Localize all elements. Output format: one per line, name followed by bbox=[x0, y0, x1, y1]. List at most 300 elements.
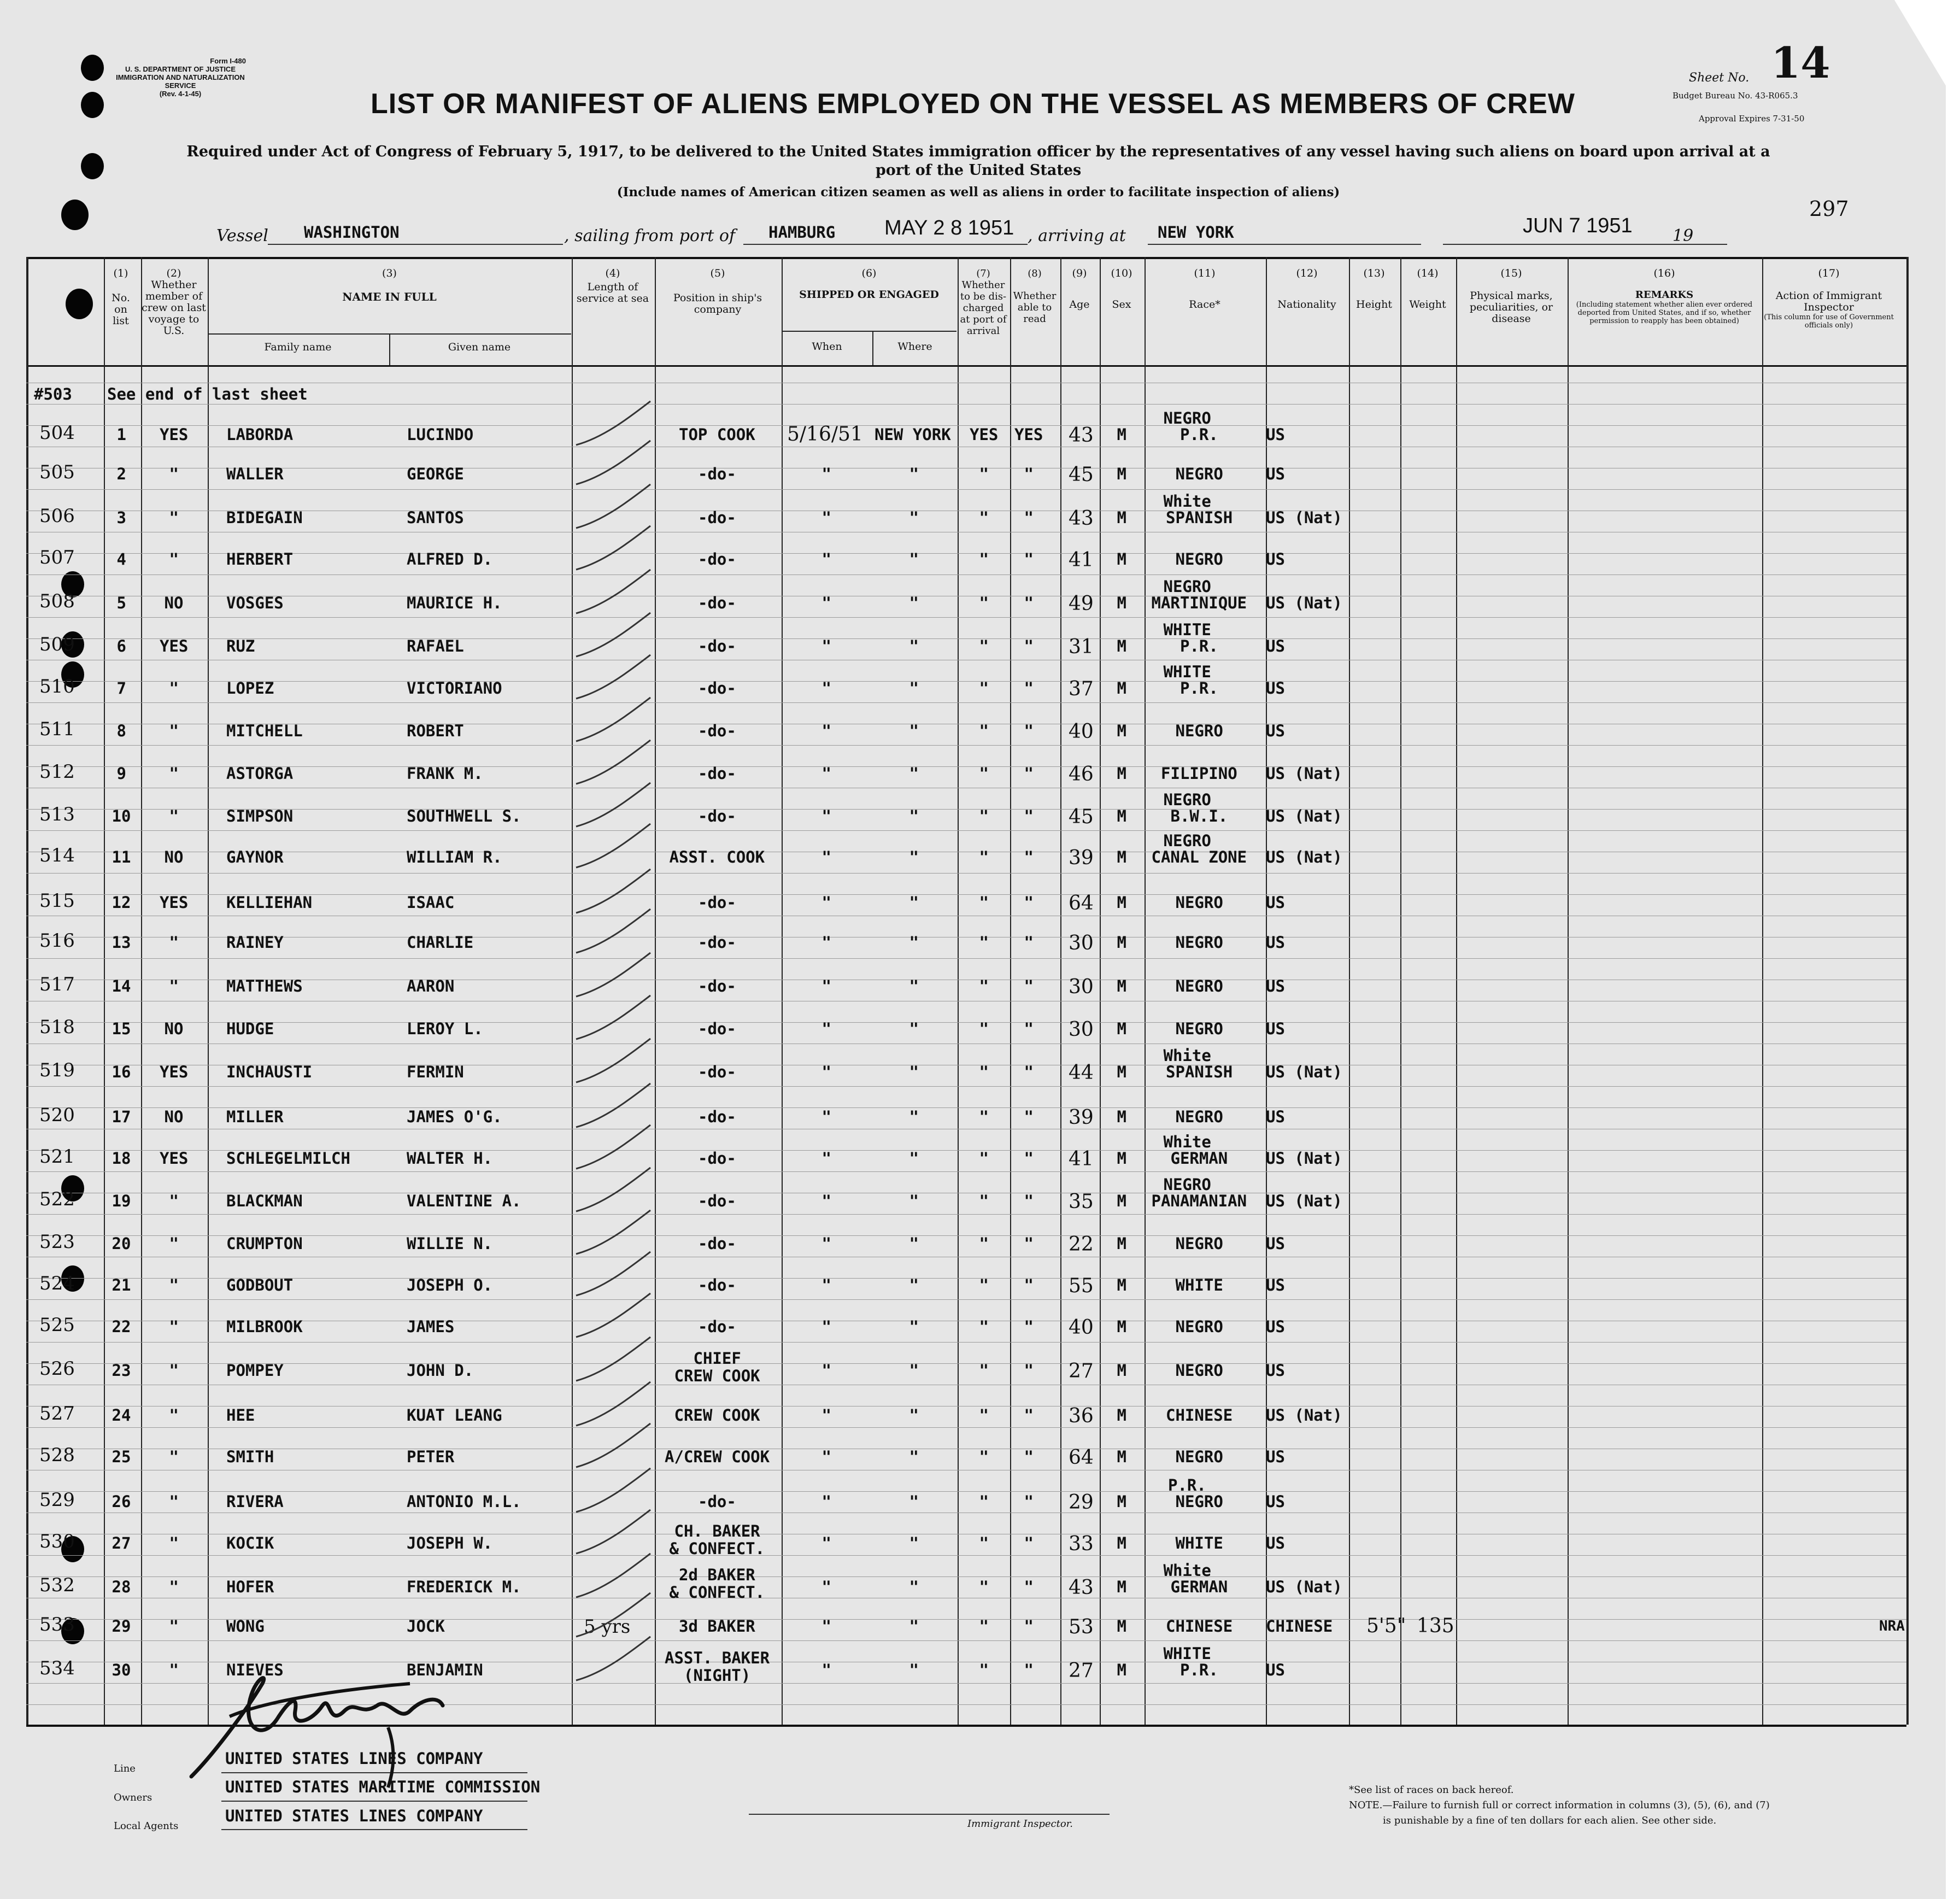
col-6-header: (6) SHIPPED OR ENGAGED bbox=[799, 267, 939, 301]
prior-voyage: " bbox=[169, 1317, 179, 1336]
page-title: LIST OR MANIFEST OF ALIENS EMPLOYED ON THE VESSEL AS MEMBERS OF CREW bbox=[371, 88, 1575, 120]
family-name: ASTORGA bbox=[226, 764, 294, 783]
position: -do- bbox=[698, 594, 736, 612]
prior-voyage: NO bbox=[164, 848, 184, 866]
col-11-header: (11) Race* bbox=[1189, 267, 1220, 310]
discharge-at-arrival: " bbox=[979, 1661, 989, 1679]
position: -do- bbox=[698, 508, 736, 527]
weight: 135 bbox=[1417, 1615, 1454, 1637]
age: 40 bbox=[1069, 1316, 1094, 1339]
family-name: HUDGE bbox=[226, 1019, 274, 1038]
prior-voyage: " bbox=[169, 1361, 179, 1380]
age: 39 bbox=[1069, 1106, 1094, 1129]
arrival-date-stamp: JUN 7 1951 bbox=[1523, 214, 1633, 237]
race: SPANISH bbox=[1166, 1063, 1233, 1081]
shipped-where: " bbox=[909, 1192, 919, 1210]
family-name: WALLER bbox=[226, 465, 284, 483]
position: CREW COOK bbox=[674, 1367, 760, 1385]
shipped-where: " bbox=[909, 807, 919, 825]
able-to-read: " bbox=[1024, 977, 1034, 995]
family-name: RIVERA bbox=[226, 1492, 284, 1511]
family-name: MITCHELL bbox=[226, 722, 303, 740]
age: 46 bbox=[1069, 763, 1094, 786]
race: NEGRO bbox=[1163, 1175, 1211, 1194]
race: WHITE bbox=[1175, 1276, 1223, 1294]
margin-list-number: 520 bbox=[39, 1104, 75, 1126]
list-number: 12 bbox=[112, 893, 131, 912]
pencil-tick bbox=[576, 1168, 650, 1211]
discharge-at-arrival: " bbox=[979, 1492, 989, 1511]
sex: M bbox=[1117, 1578, 1126, 1596]
position: ASST. COOK bbox=[669, 848, 765, 866]
vessel-label: Vessel bbox=[216, 226, 268, 245]
able-to-read: " bbox=[1024, 1234, 1034, 1253]
list-number: 24 bbox=[112, 1406, 131, 1425]
approval-expiry: Approval Expires 7-31-50 bbox=[1699, 114, 1805, 124]
discharge-at-arrival: " bbox=[979, 465, 989, 483]
sex: M bbox=[1117, 1406, 1126, 1425]
shipped-when: " bbox=[821, 1661, 831, 1679]
age: 43 bbox=[1069, 1576, 1094, 1599]
nationality: US bbox=[1266, 722, 1285, 740]
sex: M bbox=[1117, 1317, 1126, 1336]
race: NEGRO bbox=[1175, 1447, 1223, 1466]
shipped-where: " bbox=[909, 1661, 919, 1679]
col-10-header: (10) Sex bbox=[1111, 267, 1132, 310]
inspector-action: NRA bbox=[1879, 1618, 1905, 1634]
race: NEGRO bbox=[1175, 1492, 1223, 1511]
sex: M bbox=[1117, 1661, 1126, 1679]
nationality: US bbox=[1266, 1276, 1285, 1294]
discharge-at-arrival: " bbox=[979, 1019, 989, 1038]
age: 40 bbox=[1069, 720, 1094, 743]
shipped-when: " bbox=[821, 1234, 831, 1253]
prior-voyage: " bbox=[169, 1578, 179, 1596]
given-name: JAMES O'G. bbox=[407, 1107, 502, 1126]
list-number: 3 bbox=[116, 508, 126, 527]
race: NEGRO bbox=[1175, 1317, 1223, 1336]
race: White bbox=[1163, 492, 1211, 511]
shipped-where: NEW YORK bbox=[875, 425, 951, 444]
prior-voyage: " bbox=[169, 722, 179, 740]
position: CHIEF bbox=[693, 1349, 741, 1368]
margin-list-number: 524 bbox=[39, 1273, 75, 1294]
inspector-label: Immigrant Inspector. bbox=[967, 1818, 1073, 1830]
nationality: US bbox=[1266, 977, 1285, 995]
nationality: US (Nat) bbox=[1266, 1149, 1342, 1168]
able-to-read: " bbox=[1024, 1149, 1034, 1168]
shipped-where: " bbox=[909, 1317, 919, 1336]
margin-list-number: 516 bbox=[39, 930, 75, 952]
nationality: US (Nat) bbox=[1266, 1578, 1342, 1596]
discharge-at-arrival: " bbox=[979, 1406, 989, 1425]
race: P.R. bbox=[1180, 637, 1218, 655]
prior-voyage: " bbox=[169, 807, 179, 825]
service-name: IMMIGRATION AND NATURALIZATION SERVICE bbox=[116, 73, 245, 90]
race: White bbox=[1163, 1561, 1211, 1580]
pencil-tick bbox=[576, 783, 650, 827]
shipped-when: " bbox=[821, 1317, 831, 1336]
position: -do- bbox=[698, 933, 736, 952]
discharge-at-arrival: " bbox=[979, 550, 989, 568]
margin-list-number: 513 bbox=[39, 804, 75, 825]
shipped-when: " bbox=[821, 1578, 831, 1596]
discharge-at-arrival: " bbox=[979, 679, 989, 698]
agents-company: UNITED STATES LINES COMPANY bbox=[225, 1807, 483, 1825]
margin-list-number: 522 bbox=[39, 1188, 75, 1210]
position: TOP COOK bbox=[679, 425, 755, 444]
shipped-where: " bbox=[909, 1578, 919, 1596]
sex: M bbox=[1117, 1019, 1126, 1038]
discharge-at-arrival: " bbox=[979, 1149, 989, 1168]
pencil-tick bbox=[576, 824, 650, 868]
shipped-where: " bbox=[909, 637, 919, 655]
list-number: 11 bbox=[112, 848, 131, 866]
nationality: US (Nat) bbox=[1266, 1192, 1342, 1210]
family-name: KELLIEHAN bbox=[226, 893, 313, 912]
shipped-when: 5/16/51 bbox=[787, 423, 863, 446]
shipped-when: " bbox=[821, 977, 831, 995]
inspector-underline bbox=[749, 1814, 1110, 1815]
given-name-header: Given name bbox=[448, 341, 511, 353]
list-number: 6 bbox=[116, 637, 126, 655]
race: GERMAN bbox=[1170, 1578, 1228, 1596]
given-name: FREDERICK M. bbox=[407, 1578, 521, 1596]
prior-voyage: " bbox=[169, 764, 179, 783]
given-name: ANTONIO M.L. bbox=[407, 1492, 521, 1511]
prior-voyage: " bbox=[169, 550, 179, 568]
given-name: JOSEPH W. bbox=[407, 1534, 493, 1552]
shipped-when: " bbox=[821, 1406, 831, 1425]
sex: M bbox=[1117, 465, 1126, 483]
prior-voyage: YES bbox=[160, 1149, 189, 1168]
able-to-read: " bbox=[1024, 1063, 1034, 1081]
shipped-when: " bbox=[821, 1492, 831, 1511]
sex: M bbox=[1117, 1361, 1126, 1380]
age: 53 bbox=[1069, 1616, 1094, 1638]
nationality: US bbox=[1266, 1661, 1285, 1679]
list-number: 4 bbox=[116, 550, 126, 568]
margin-list-number: 523 bbox=[39, 1231, 75, 1253]
shipped-where: " bbox=[909, 848, 919, 866]
prior-voyage: " bbox=[169, 1406, 179, 1425]
nationality: US bbox=[1266, 1447, 1285, 1466]
shipped-where: " bbox=[909, 1492, 919, 1511]
col-14-header: (14) Weight bbox=[1409, 267, 1446, 310]
shipped-when: " bbox=[821, 722, 831, 740]
discharge-at-arrival: " bbox=[979, 933, 989, 952]
margin-list-number: 517 bbox=[39, 974, 75, 995]
given-name: WILLIAM R. bbox=[407, 848, 502, 866]
pencil-tick bbox=[576, 1252, 650, 1296]
family-name: BIDEGAIN bbox=[226, 508, 303, 527]
line-label: Line bbox=[114, 1763, 136, 1774]
see-end-margin: #503 bbox=[34, 385, 72, 403]
pencil-tick bbox=[576, 1337, 650, 1381]
vessel-name: WASHINGTON bbox=[304, 223, 400, 242]
shipped-where: " bbox=[909, 679, 919, 698]
position: -do- bbox=[698, 1063, 736, 1081]
margin-list-number: 525 bbox=[39, 1314, 75, 1336]
position: -do- bbox=[698, 1234, 736, 1253]
age: 64 bbox=[1069, 892, 1094, 915]
nationality: US bbox=[1266, 1234, 1285, 1253]
family-name: WONG bbox=[226, 1617, 265, 1636]
sex: M bbox=[1117, 1149, 1126, 1168]
margin-list-number: 511 bbox=[39, 718, 75, 740]
sex: M bbox=[1117, 1492, 1126, 1511]
list-number: 17 bbox=[112, 1107, 131, 1126]
margin-list-number: 532 bbox=[39, 1574, 75, 1596]
discharge-at-arrival: " bbox=[979, 1276, 989, 1294]
age: 64 bbox=[1069, 1446, 1094, 1469]
family-name-header: Family name bbox=[264, 341, 332, 353]
shipped-when: " bbox=[821, 1107, 831, 1126]
able-to-read: " bbox=[1024, 1617, 1034, 1636]
page-number: 297 bbox=[1809, 197, 1849, 221]
family-name: NIEVES bbox=[226, 1661, 284, 1679]
family-name: RUZ bbox=[226, 637, 255, 655]
prior-voyage: " bbox=[169, 1492, 179, 1511]
race: NEGRO bbox=[1175, 1234, 1223, 1253]
family-name: LABORDA bbox=[226, 425, 294, 444]
pencil-tick bbox=[576, 1293, 650, 1337]
position: ASST. BAKER bbox=[665, 1649, 770, 1667]
shipped-where: " bbox=[909, 1019, 919, 1038]
race: NEGRO bbox=[1175, 722, 1223, 740]
prior-voyage: YES bbox=[160, 1063, 189, 1081]
sex: M bbox=[1117, 1063, 1126, 1081]
position: -do- bbox=[698, 1492, 736, 1511]
list-number: 20 bbox=[112, 1234, 131, 1253]
budget-bureau: Budget Bureau No. 43-R065.3 bbox=[1673, 91, 1798, 101]
age: 30 bbox=[1069, 1018, 1094, 1041]
nationality: US (Nat) bbox=[1266, 764, 1342, 783]
margin-list-number: 506 bbox=[39, 505, 75, 527]
shipped-where: " bbox=[909, 1361, 919, 1380]
nationality: US bbox=[1266, 550, 1285, 568]
sheet-number: 14 bbox=[1771, 38, 1830, 88]
given-name: ROBERT bbox=[407, 722, 464, 740]
shipped-where: " bbox=[909, 465, 919, 483]
given-name: WILLIE N. bbox=[407, 1234, 493, 1253]
nationality: US (Nat) bbox=[1266, 1406, 1342, 1425]
owners-underline bbox=[221, 1801, 527, 1802]
margin-list-number: 505 bbox=[39, 461, 75, 483]
shipped-when: " bbox=[821, 1063, 831, 1081]
shipped-when: " bbox=[821, 933, 831, 952]
able-to-read: " bbox=[1024, 1019, 1034, 1038]
prior-voyage: " bbox=[169, 1276, 179, 1294]
given-name: SANTOS bbox=[407, 508, 464, 527]
race: NEGRO bbox=[1175, 977, 1223, 995]
race: NEGRO bbox=[1163, 790, 1211, 809]
given-name: PETER bbox=[407, 1447, 455, 1466]
age: 43 bbox=[1069, 424, 1094, 447]
age: 27 bbox=[1069, 1360, 1094, 1382]
able-to-read: " bbox=[1024, 1578, 1034, 1596]
list-number: 9 bbox=[116, 764, 126, 783]
race: NEGRO bbox=[1175, 1019, 1223, 1038]
sex: M bbox=[1117, 679, 1126, 698]
family-name: HERBERT bbox=[226, 550, 294, 568]
margin-list-number: 512 bbox=[39, 761, 75, 783]
sex: M bbox=[1117, 1192, 1126, 1210]
able-to-read: " bbox=[1024, 893, 1034, 912]
pencil-tick bbox=[576, 740, 650, 784]
race: SPANISH bbox=[1166, 508, 1233, 527]
shipped-when: " bbox=[821, 465, 831, 483]
nationality: US (Nat) bbox=[1266, 594, 1342, 612]
list-number: 1 bbox=[116, 425, 126, 444]
race: WHITE bbox=[1175, 1534, 1223, 1552]
prior-voyage: YES bbox=[160, 425, 189, 444]
able-to-read: " bbox=[1024, 550, 1034, 568]
prior-voyage: " bbox=[169, 1234, 179, 1253]
age: 43 bbox=[1069, 507, 1094, 530]
prior-voyage: " bbox=[169, 465, 179, 483]
family-name: SMITH bbox=[226, 1447, 274, 1466]
pencil-tick bbox=[576, 613, 650, 657]
list-number: 22 bbox=[112, 1317, 131, 1336]
departure-port: HAMBURG bbox=[768, 223, 836, 242]
given-name: MAURICE H. bbox=[407, 594, 502, 612]
col-12-header: (12) Nationality bbox=[1277, 267, 1336, 310]
margin-list-number: 514 bbox=[39, 845, 75, 866]
family-name: BLACKMAN bbox=[226, 1192, 303, 1210]
discharge-at-arrival: YES bbox=[970, 425, 999, 444]
shipped-where: " bbox=[909, 1617, 919, 1636]
nationality: US bbox=[1266, 1019, 1285, 1038]
margin-list-number: 515 bbox=[39, 890, 75, 912]
family-name: GODBOUT bbox=[226, 1276, 294, 1294]
sex: M bbox=[1117, 1234, 1126, 1253]
list-number: 13 bbox=[112, 933, 131, 952]
margin-list-number: 534 bbox=[39, 1657, 75, 1679]
nationality: US bbox=[1266, 1317, 1285, 1336]
shipped-when: " bbox=[821, 807, 831, 825]
pencil-tick bbox=[576, 1382, 650, 1426]
form-number: Form I-480 bbox=[210, 57, 246, 65]
position: -do- bbox=[698, 1276, 736, 1294]
revision: (Rev. 4-1-45) bbox=[159, 90, 202, 98]
family-name: HOFER bbox=[226, 1578, 274, 1596]
discharge-at-arrival: " bbox=[979, 848, 989, 866]
given-name: JOCK bbox=[407, 1617, 445, 1636]
race: CHINESE bbox=[1166, 1406, 1233, 1425]
margin-list-number: 507 bbox=[39, 547, 75, 568]
sex: M bbox=[1117, 893, 1126, 912]
age: 35 bbox=[1069, 1191, 1094, 1213]
given-name: AARON bbox=[407, 977, 455, 995]
pencil-tick bbox=[576, 401, 650, 445]
given-name: VICTORIANO bbox=[407, 679, 502, 698]
race: P.R. bbox=[1180, 425, 1218, 444]
given-name: KUAT LEANG bbox=[407, 1406, 502, 1425]
given-name: BENJAMIN bbox=[407, 1661, 483, 1679]
able-to-read: " bbox=[1024, 1492, 1034, 1511]
position: & CONFECT. bbox=[669, 1583, 765, 1602]
margin-list-number: 519 bbox=[39, 1059, 75, 1081]
shipped-when: " bbox=[821, 679, 831, 698]
sex: M bbox=[1117, 933, 1126, 952]
agents-label: Local Agents bbox=[114, 1820, 179, 1832]
given-name: LUCINDO bbox=[407, 425, 474, 444]
owners-label: Owners bbox=[114, 1792, 152, 1803]
margin-list-number: 521 bbox=[39, 1146, 75, 1168]
shipped-where: " bbox=[909, 977, 919, 995]
prior-voyage: " bbox=[169, 977, 179, 995]
shipped-when: " bbox=[821, 848, 831, 866]
discharge-at-arrival: " bbox=[979, 1578, 989, 1596]
penalty-note-1: NOTE.—Failure to furnish full or correct information in columns (3), (5), (6), and (7) bbox=[1349, 1800, 1770, 1811]
pencil-tick bbox=[576, 698, 650, 741]
list-number: 23 bbox=[112, 1361, 131, 1380]
given-name: GEORGE bbox=[407, 465, 464, 483]
nationality: US bbox=[1266, 1361, 1285, 1380]
given-name: ALFRED D. bbox=[407, 550, 493, 568]
shipped-when: " bbox=[821, 1192, 831, 1210]
race: White bbox=[1163, 1133, 1211, 1151]
col-7-header: (7) Whether to be dis-charged at port of arrival bbox=[960, 268, 1007, 337]
position: -do- bbox=[698, 1149, 736, 1168]
position: -do- bbox=[698, 977, 736, 995]
shipped-where: " bbox=[909, 1234, 919, 1253]
shipped-when: " bbox=[821, 764, 831, 783]
able-to-read: " bbox=[1024, 1192, 1034, 1210]
position: -do- bbox=[698, 1107, 736, 1126]
sex: M bbox=[1117, 1276, 1126, 1294]
able-to-read: " bbox=[1024, 1447, 1034, 1466]
discharge-at-arrival: " bbox=[979, 1447, 989, 1466]
list-number: 26 bbox=[112, 1492, 131, 1511]
able-to-read: " bbox=[1024, 679, 1034, 698]
shipped-when: " bbox=[821, 550, 831, 568]
shipped-where: " bbox=[909, 1406, 919, 1425]
height: 5'5" bbox=[1366, 1615, 1406, 1637]
handwritten-signature bbox=[180, 1651, 563, 1793]
sex: M bbox=[1117, 764, 1126, 783]
age: 45 bbox=[1069, 464, 1094, 486]
able-to-read: " bbox=[1024, 637, 1034, 655]
nationality: US bbox=[1266, 1107, 1285, 1126]
list-number: 25 bbox=[112, 1447, 131, 1466]
given-name: JOHN D. bbox=[407, 1361, 474, 1380]
shipped-when: " bbox=[821, 1617, 831, 1636]
position: -do- bbox=[698, 1317, 736, 1336]
where-header: Where bbox=[897, 341, 932, 353]
list-number: 28 bbox=[112, 1578, 131, 1596]
departure-date-stamp: MAY 2 8 1951 bbox=[884, 216, 1014, 239]
race: PANAMANIAN bbox=[1151, 1192, 1247, 1210]
line-company: UNITED STATES LINES COMPANY bbox=[225, 1749, 483, 1768]
margin-list-number: 509 bbox=[39, 634, 75, 655]
able-to-read: YES bbox=[1014, 425, 1043, 444]
list-number: 16 bbox=[112, 1063, 131, 1081]
sex: M bbox=[1117, 550, 1126, 568]
prior-voyage: " bbox=[169, 508, 179, 527]
able-to-read: " bbox=[1024, 764, 1034, 783]
margin-list-number: 504 bbox=[39, 422, 75, 444]
subtitle-line-1: Required under Act of Congress of February 5, 1917, to be delivered to the United States immigration officer by the representatives of any vessel having such aliens on board upon arrival at a bbox=[186, 143, 1770, 160]
position: -do- bbox=[698, 807, 736, 825]
list-number: 14 bbox=[112, 977, 131, 995]
able-to-read: " bbox=[1024, 933, 1034, 952]
able-to-read: " bbox=[1024, 807, 1034, 825]
race: B.W.I. bbox=[1170, 807, 1228, 825]
race: White bbox=[1163, 1046, 1211, 1065]
given-name: WALTER H. bbox=[407, 1149, 493, 1168]
